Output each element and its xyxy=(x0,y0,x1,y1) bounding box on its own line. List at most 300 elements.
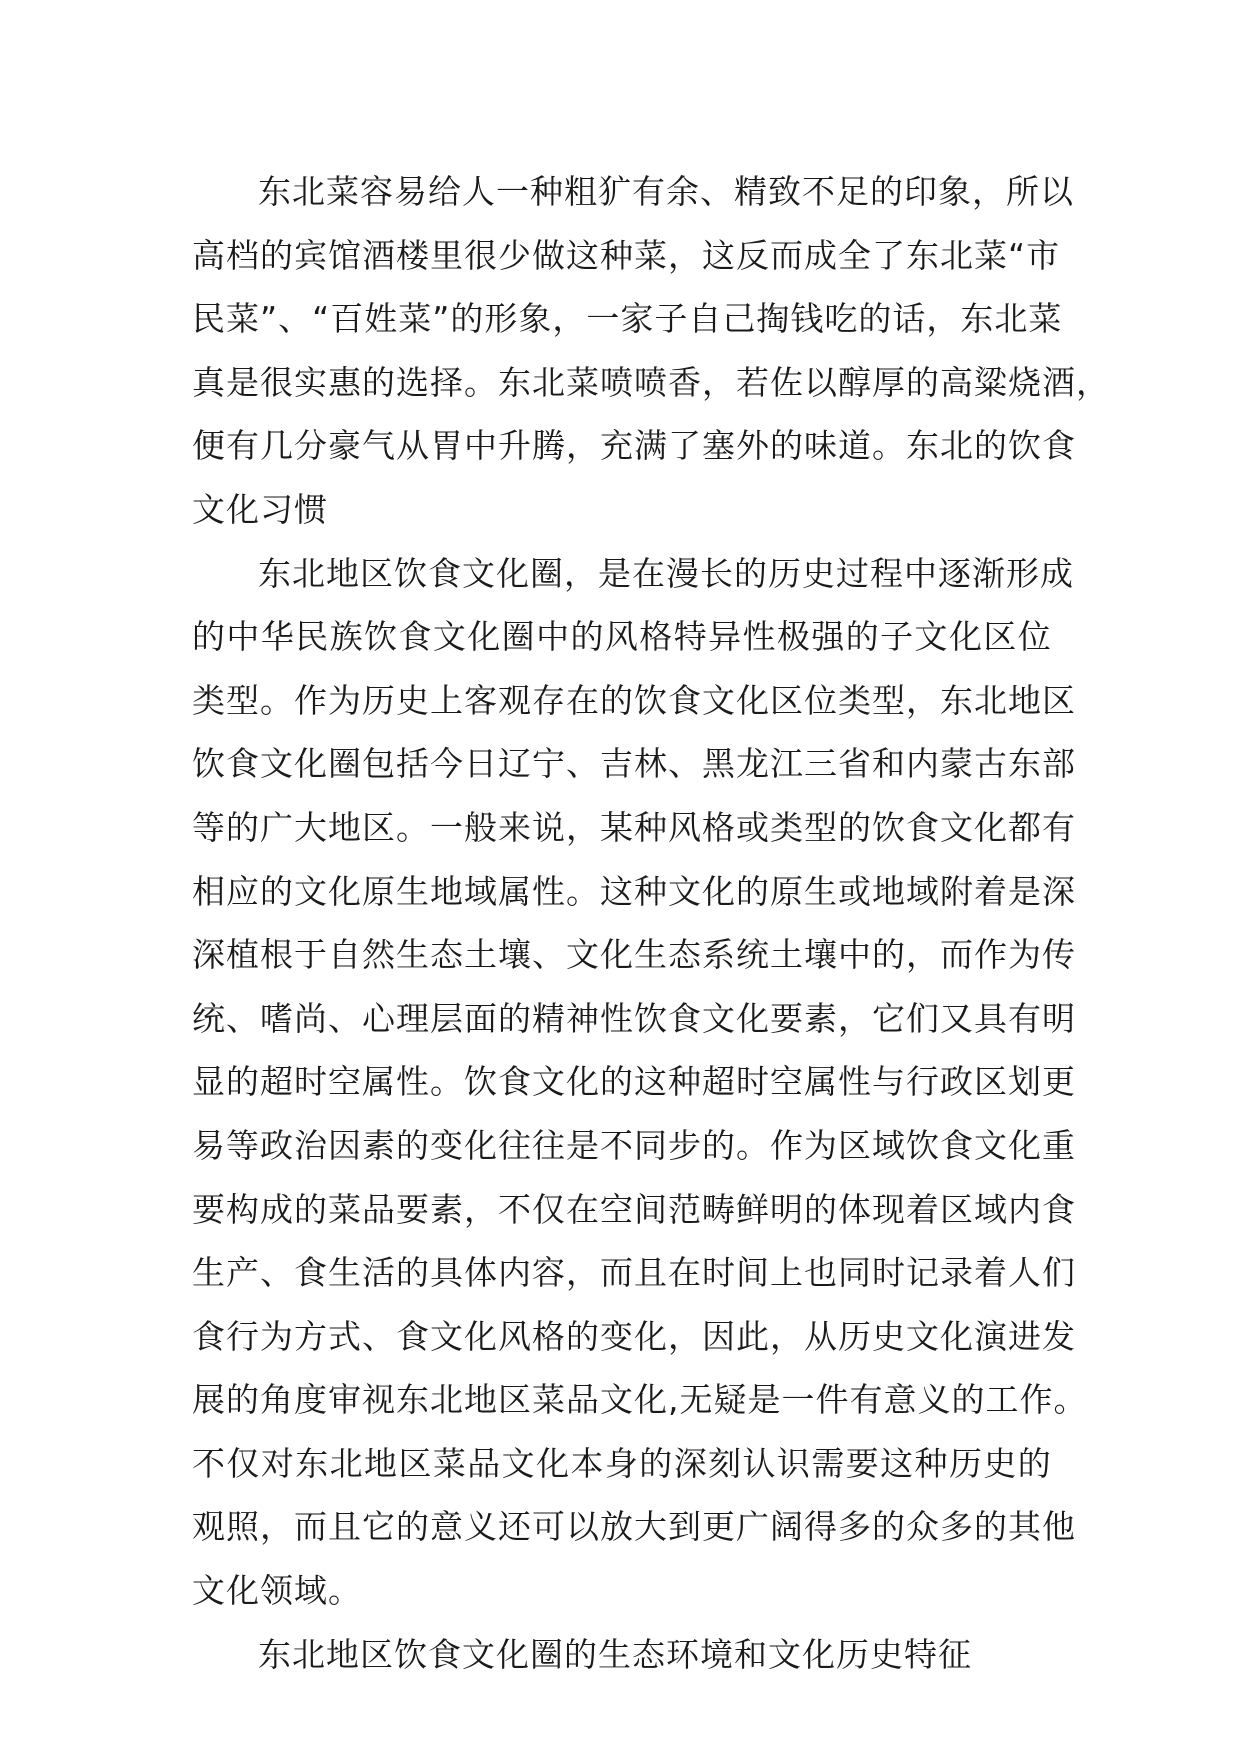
text-char: 以 xyxy=(566,1507,600,1547)
text-char: 楼 xyxy=(396,235,430,275)
text-char: 食 xyxy=(192,1316,226,1356)
text-char: 的 xyxy=(600,1062,634,1102)
text-char: 文 xyxy=(914,617,949,657)
text-char: 类 xyxy=(192,680,226,720)
text-char: 生 xyxy=(192,1253,226,1293)
text-char: 化 xyxy=(536,1443,571,1483)
text-char: 身 xyxy=(604,1443,639,1483)
text-char: 高 xyxy=(192,235,226,275)
text-char: 以 xyxy=(1040,172,1074,211)
text-char: 便 xyxy=(192,426,226,466)
text-char: 空 xyxy=(328,1062,362,1102)
text-char: 胃 xyxy=(430,426,464,466)
text-char: 地 xyxy=(328,807,362,847)
text-char: 有 xyxy=(1008,998,1042,1038)
text-char: 内 xyxy=(1008,1189,1042,1229)
text-char: 义 xyxy=(917,1380,952,1420)
text-char: 印 xyxy=(904,172,938,211)
text-char: 自 xyxy=(688,299,723,339)
text-char: 大 xyxy=(634,1507,668,1547)
text-char: 不 xyxy=(600,1125,634,1165)
text-char: 化 xyxy=(634,1380,668,1420)
text-char: 具 xyxy=(430,1253,464,1293)
text-char: 、 xyxy=(278,299,313,339)
text-char: 精 xyxy=(532,998,566,1038)
text-char: 食 xyxy=(906,807,940,847)
text-char: 的 xyxy=(566,1316,600,1356)
text-char: 己 xyxy=(722,299,757,339)
text-line xyxy=(192,1495,1076,1559)
text-line xyxy=(192,1114,1076,1178)
text-char: 治 xyxy=(294,1125,328,1165)
text-line xyxy=(192,414,1076,478)
text-char: 空 xyxy=(770,1062,804,1102)
text-char: 而 xyxy=(294,1507,328,1547)
text-char: 中 xyxy=(838,935,872,975)
text-char: 步 xyxy=(668,1125,702,1165)
text-char: 喷 xyxy=(634,362,668,402)
text-char: 选 xyxy=(396,362,430,402)
text-char: 深 xyxy=(192,935,226,975)
text-char: 体 xyxy=(838,1189,872,1229)
text-char: 于 xyxy=(294,935,328,975)
text-char: 品 xyxy=(566,1380,600,1420)
text-char: 作 xyxy=(770,1125,804,1165)
text-char: 极 xyxy=(776,617,811,657)
text-char: 中 xyxy=(226,617,261,657)
text-char: 变 xyxy=(600,1316,634,1356)
text-char: 作 xyxy=(1019,1380,1054,1420)
text-char: 划 xyxy=(1008,1062,1042,1102)
text-char: 馆 xyxy=(328,235,362,275)
text-char: 的 xyxy=(639,1443,674,1483)
text-line xyxy=(192,351,1110,415)
text-char: 区 xyxy=(398,1443,433,1483)
paragraph-1 xyxy=(192,160,1110,542)
text-char: 圈 xyxy=(501,617,536,657)
text-char: 漫 xyxy=(666,553,700,593)
text-char: 的 xyxy=(872,1507,906,1547)
text-char: ， xyxy=(906,935,940,975)
text-char: “ xyxy=(1008,235,1027,275)
text-char: 是 xyxy=(566,1125,600,1165)
text-char: 少 xyxy=(498,235,532,275)
text-char: 型 xyxy=(872,680,906,720)
text-char: 态 xyxy=(430,935,464,975)
text-char: 无 xyxy=(679,1380,714,1420)
text-char: 饮 xyxy=(906,1125,940,1165)
text-char: 文 xyxy=(462,553,496,593)
text-char: 择 xyxy=(430,362,464,402)
text-char: 厚 xyxy=(872,362,906,402)
text-char: 的 xyxy=(872,935,906,975)
text-char: 道 xyxy=(838,426,872,466)
text-char: 圈 xyxy=(328,744,362,784)
text-char: 有 xyxy=(632,172,666,211)
text-char: 了 xyxy=(668,426,702,466)
text-char: 化 xyxy=(566,1062,600,1102)
text-char: 实 xyxy=(294,362,328,402)
text-char: 空 xyxy=(600,1189,634,1229)
text-char: 得 xyxy=(804,1507,838,1547)
text-char: 的 xyxy=(600,680,634,720)
text-char: 、 xyxy=(328,998,362,1038)
text-char: 的 xyxy=(770,426,804,466)
text-char: 度 xyxy=(294,1380,328,1420)
text-char: ， xyxy=(552,299,587,339)
text-char: 土 xyxy=(464,935,498,975)
text-char: 子 xyxy=(880,617,915,657)
text-char: 相 xyxy=(192,871,226,911)
text-char: 食 xyxy=(398,617,433,657)
text-char: 观 xyxy=(192,1507,226,1547)
text-char: 的 xyxy=(294,1189,328,1229)
text-char: 食 xyxy=(1042,1189,1076,1229)
text-char: 态 xyxy=(668,935,702,975)
text-char: 不 xyxy=(192,1443,226,1483)
text-char: 性 xyxy=(396,1062,430,1102)
text-char: 他 xyxy=(1042,1507,1076,1547)
text-char: 行 xyxy=(226,1316,260,1356)
text-char: 的 xyxy=(1017,1443,1052,1483)
text-char: 地 xyxy=(1008,680,1042,720)
text-char: 这 xyxy=(880,1443,915,1483)
text-char: 食 xyxy=(1042,426,1076,466)
text-char: 统 xyxy=(736,935,770,975)
text-char: 广 xyxy=(736,1507,770,1547)
text-char: 一 xyxy=(496,172,530,211)
text-char: 对 xyxy=(260,1443,295,1483)
text-char: 北 xyxy=(430,1380,464,1420)
text-char: 掏 xyxy=(756,299,791,339)
text-char: 食 xyxy=(294,1253,328,1293)
text-char: 很 xyxy=(464,235,498,275)
text-char: 内 xyxy=(498,1253,532,1293)
text-char: 异 xyxy=(708,617,743,657)
text-char: 满 xyxy=(634,426,668,466)
text-char: 着 xyxy=(906,1189,940,1229)
text-char: ， xyxy=(464,1189,498,1229)
text-char: 。 xyxy=(566,871,600,911)
text-char: 同 xyxy=(634,1125,668,1165)
text-char: 化 xyxy=(634,1316,668,1356)
text-char: 壤 xyxy=(804,935,838,975)
text-char: 神 xyxy=(566,998,600,1038)
text-char: 历 xyxy=(948,1443,983,1483)
text-char: 饮 xyxy=(634,998,668,1038)
text-char: 录 xyxy=(940,1253,974,1293)
text-char: 或 xyxy=(736,807,770,847)
text-char: 来 xyxy=(498,807,532,847)
text-char: 一 xyxy=(430,807,464,847)
text-char: 阔 xyxy=(770,1507,804,1547)
text-char: 记 xyxy=(906,1253,940,1293)
text-char: ， xyxy=(566,807,600,847)
text-char: 、 xyxy=(260,1253,294,1293)
text-char: 作 xyxy=(974,935,1008,975)
text-char: 义 xyxy=(464,1507,498,1547)
text-char: 显 xyxy=(192,1062,226,1102)
text-char: 今 xyxy=(430,744,464,784)
text-char: 喷 xyxy=(600,362,634,402)
text-char: 江 xyxy=(770,744,804,784)
text-char: 与 xyxy=(872,1062,906,1102)
text-char: 因 xyxy=(328,1125,362,1165)
text-char: 这 xyxy=(600,871,634,911)
text-char: 人 xyxy=(462,172,496,211)
text-char: 子 xyxy=(654,299,689,339)
text-char: 北 xyxy=(329,1443,364,1483)
text-char: 给 xyxy=(428,172,462,211)
text-char: 植 xyxy=(226,935,260,975)
document-page xyxy=(192,160,1110,1686)
text-char: 的 xyxy=(870,172,904,211)
text-char: 食 xyxy=(940,1125,974,1165)
text-char: 其 xyxy=(1008,1507,1042,1547)
text-char: 上 xyxy=(770,1253,804,1293)
text-char: 的 xyxy=(498,998,532,1038)
text-char: 产 xyxy=(226,1253,260,1293)
text-char: 的 xyxy=(260,871,294,911)
text-char: 根 xyxy=(260,935,294,975)
text-char: 宾 xyxy=(294,235,328,275)
text-char: 犷 xyxy=(598,172,632,211)
text-char: 的 xyxy=(226,1380,260,1420)
text-char: 审 xyxy=(328,1380,362,1420)
text-char: 同 xyxy=(838,1253,872,1293)
text-char: 的 xyxy=(974,1507,1008,1547)
text-char: 史 xyxy=(802,553,836,593)
text-char: 容 xyxy=(360,172,394,211)
text-char: 风 xyxy=(498,1316,532,1356)
text-char: 华 xyxy=(260,617,295,657)
text-char: 更 xyxy=(1042,1062,1076,1102)
text-line xyxy=(192,669,1076,733)
text-char: 的 xyxy=(845,617,880,657)
text-char: ” xyxy=(260,299,279,339)
text-char: 化 xyxy=(1008,1125,1042,1165)
text-char: 、 xyxy=(532,935,566,975)
text-char: 醇 xyxy=(838,362,872,402)
text-char: 说 xyxy=(532,807,566,847)
text-char: 食 xyxy=(668,998,702,1038)
text-char: 吉 xyxy=(600,744,634,784)
text-char: 进 xyxy=(1008,1316,1042,1356)
text-char: 民 xyxy=(295,617,330,657)
text-char: 域 xyxy=(974,1189,1008,1229)
text-line xyxy=(192,542,1074,606)
text-char: 菜 xyxy=(1028,299,1063,339)
text-char: 然 xyxy=(362,935,396,975)
text-char: 文 xyxy=(974,1125,1008,1165)
text-char: 菜 xyxy=(432,1443,467,1483)
text-char: 格 xyxy=(639,617,674,657)
text-char: 种 xyxy=(634,871,668,911)
text-char: 统 xyxy=(192,998,226,1038)
text-char: 包 xyxy=(362,744,396,784)
text-char: 地 xyxy=(872,871,906,911)
text-char: 的 xyxy=(702,1125,736,1165)
text-line xyxy=(192,860,1076,924)
text-line xyxy=(192,1432,1052,1496)
text-char: 菜 xyxy=(532,1380,566,1420)
paragraph-3 xyxy=(192,1623,1052,1687)
text-char: 着 xyxy=(974,1253,1008,1293)
text-char: ， xyxy=(566,426,600,466)
text-char: 文 xyxy=(906,1316,940,1356)
text-char: 东 xyxy=(258,553,292,593)
text-char: 一 xyxy=(781,1380,816,1420)
text-char: ， xyxy=(838,998,872,1038)
text-char: 化 xyxy=(328,871,362,911)
text-char: 变 xyxy=(430,1125,464,1165)
text-char: 范 xyxy=(668,1189,702,1229)
text-char: 壤 xyxy=(498,935,532,975)
text-char: 饮 xyxy=(394,553,428,593)
text-char: 照 xyxy=(226,1507,260,1547)
text-char: 而 xyxy=(940,935,974,975)
text-char: 宁 xyxy=(532,744,566,784)
text-char: 系 xyxy=(702,935,736,975)
text-char: 、 xyxy=(226,998,260,1038)
text-char: 原 xyxy=(770,871,804,911)
text-char: 着 xyxy=(974,871,1008,911)
text-char: 为 xyxy=(260,1316,294,1356)
text-char: 的 xyxy=(951,1380,986,1420)
text-line xyxy=(192,923,1076,987)
text-char: 腾 xyxy=(532,426,566,466)
text-char: 意 xyxy=(883,1380,918,1420)
text-char: ， xyxy=(972,172,1006,211)
text-char: 客 xyxy=(464,680,498,720)
text-char: 区 xyxy=(974,1062,1008,1102)
text-char: 它 xyxy=(872,998,906,1038)
text-char: 反 xyxy=(736,235,770,275)
text-char: 的 xyxy=(192,617,226,657)
text-char: 区 xyxy=(940,1189,974,1229)
text-char: 的 xyxy=(396,1507,430,1547)
text-char: 畴 xyxy=(702,1189,736,1229)
text-char: 过 xyxy=(836,553,870,593)
text-char: 需 xyxy=(811,1443,846,1483)
text-char: 菜 xyxy=(398,299,433,339)
text-char: 易 xyxy=(192,1125,226,1165)
text-char: 可 xyxy=(532,1507,566,1547)
text-char: 菜 xyxy=(226,299,260,339)
text-char: 风 xyxy=(604,617,639,657)
text-char: 般 xyxy=(464,807,498,847)
text-char: 东 xyxy=(906,235,940,275)
text-char: 文 xyxy=(294,871,328,911)
text-char: 属 xyxy=(498,871,532,911)
text-char: 生 xyxy=(328,1253,362,1293)
text-char: 长 xyxy=(700,553,734,593)
text-char: 时 xyxy=(702,1253,736,1293)
text-char: 中 xyxy=(904,553,938,593)
text-char: 钱 xyxy=(790,299,825,339)
text-char: 这 xyxy=(634,1062,668,1102)
text-char: 时 xyxy=(294,1062,328,1102)
text-char: 素 xyxy=(804,998,838,1038)
text-char: 心 xyxy=(362,998,396,1038)
text-char: 行 xyxy=(906,1062,940,1102)
text-char: 化 xyxy=(948,617,983,657)
text-char: 的 xyxy=(734,553,768,593)
text-line xyxy=(192,287,1063,351)
text-char: 饮 xyxy=(464,1062,498,1102)
text-char: 化 xyxy=(736,680,770,720)
text-char: 市 xyxy=(1026,235,1061,275)
text-char: 文 xyxy=(260,744,294,784)
text-char: 这 xyxy=(566,235,600,275)
text-char: 而 xyxy=(770,235,804,275)
text-line xyxy=(192,605,1052,669)
text-char: 百 xyxy=(330,299,365,339)
text-char: 也 xyxy=(804,1253,838,1293)
text-char: 的 xyxy=(260,235,294,275)
text-char: 的 xyxy=(450,299,485,339)
text-char: 高 xyxy=(940,362,974,402)
text-char: 化 xyxy=(600,935,634,975)
text-char: 素 xyxy=(362,1125,396,1165)
text-char: 众 xyxy=(906,1507,940,1547)
text-char: 程 xyxy=(870,553,904,593)
text-char: ， xyxy=(906,680,940,720)
text-char: 东 xyxy=(396,1380,430,1420)
text-char: 食 xyxy=(226,744,260,784)
text-char: 尚 xyxy=(294,998,328,1038)
text-char: 历 xyxy=(768,553,802,593)
text-char: 化 xyxy=(702,871,736,911)
text-char: 的 xyxy=(226,1062,260,1102)
text-char: 到 xyxy=(668,1507,702,1547)
text-char: 里 xyxy=(430,235,464,275)
text-char: 发 xyxy=(1042,1316,1076,1356)
text-char: 文 xyxy=(432,617,467,657)
text-char: 食 xyxy=(396,1316,430,1356)
text-char: 某 xyxy=(600,807,634,847)
text-char: 、 xyxy=(700,172,734,211)
text-char: 不 xyxy=(802,172,836,211)
text-char: 饮 xyxy=(192,744,226,784)
text-char: 地 xyxy=(430,871,464,911)
text-char: 们 xyxy=(906,998,940,1038)
text-char: 等 xyxy=(192,807,226,847)
text-char: 成 xyxy=(1040,553,1074,593)
text-char: 政 xyxy=(940,1062,974,1102)
text-char: 的 xyxy=(570,617,605,657)
text-char: 食 xyxy=(668,680,702,720)
text-char: 姓 xyxy=(364,299,399,339)
text-char: 几 xyxy=(260,426,294,466)
text-char: 不 xyxy=(498,1189,532,1229)
text-char: 文 xyxy=(430,1316,464,1356)
text-char: 做 xyxy=(532,235,566,275)
text-char: 还 xyxy=(498,1507,532,1547)
text-line: 文化领域。 xyxy=(192,1571,362,1611)
text-char: 展 xyxy=(192,1380,226,1420)
text-char: 所 xyxy=(1006,172,1040,211)
text-char: 们 xyxy=(1042,1253,1076,1293)
text-char: 菜 xyxy=(634,235,668,275)
text-line xyxy=(192,796,1076,860)
text-char: 蒙 xyxy=(940,744,974,784)
text-char: 识 xyxy=(776,1443,811,1483)
text-char: 土 xyxy=(770,935,804,975)
text-char: 菜 xyxy=(328,1189,362,1229)
text-char: 史 xyxy=(396,680,430,720)
text-char: 区 xyxy=(1042,680,1076,720)
